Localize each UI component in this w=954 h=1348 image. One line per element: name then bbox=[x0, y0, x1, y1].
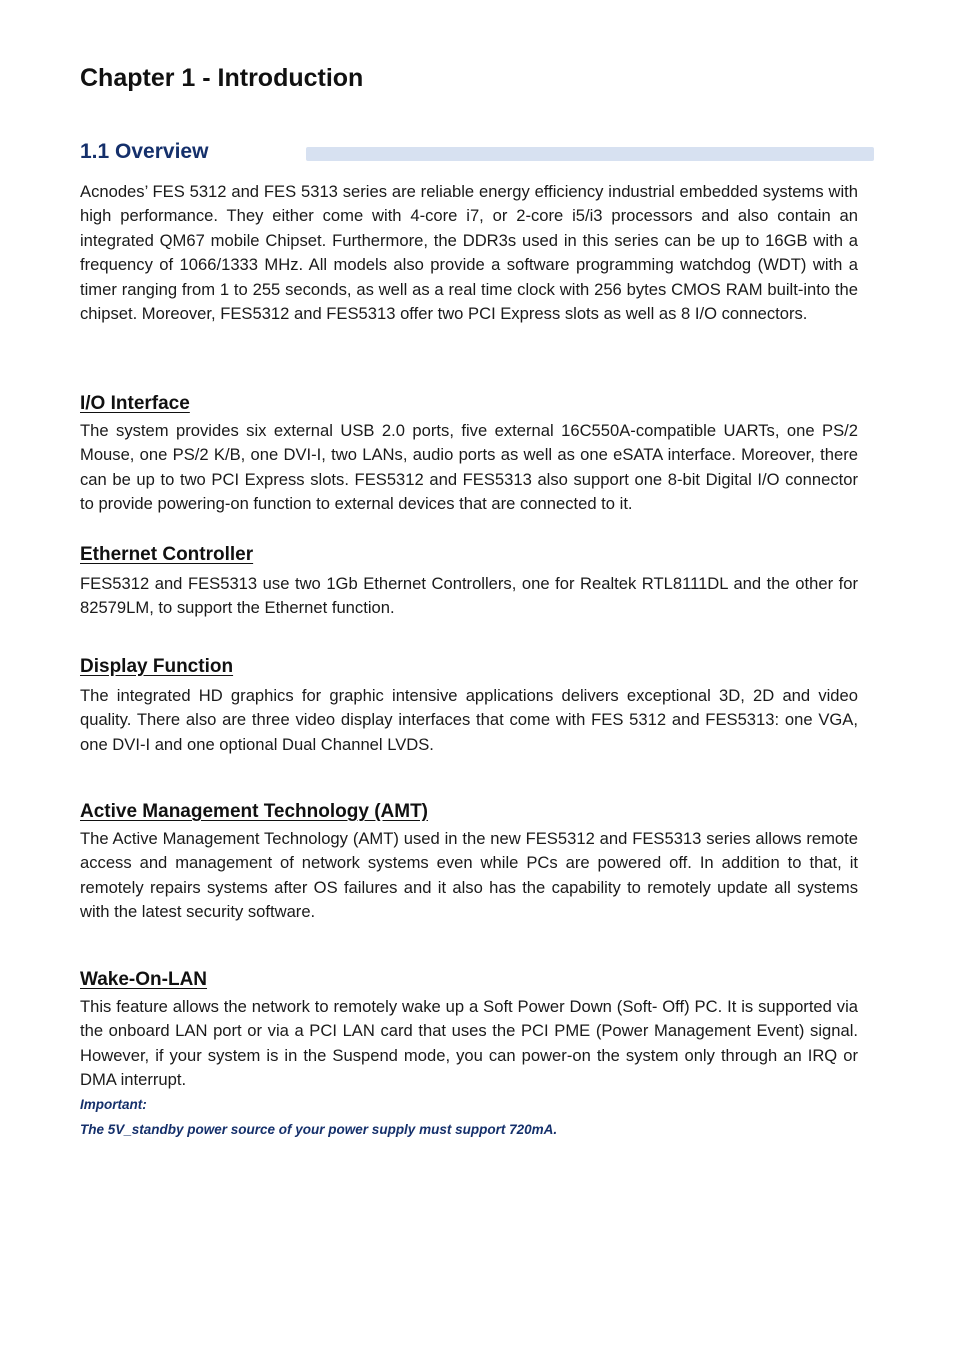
overview-paragraph: Acnodes’ FES 5312 and FES 5313 series are reliable energy efficiency industrial embedded systems with high performance. They either come with 4-core i7, or 2-core i5/i3 processors and also contain an integrated QM67 mobile Chipset. Furthermore, the DDR3s used in this series can be up to 16GB with a frequency of 1066/1333 MHz. All models also provide a software programming watchdog (WDT) with a timer ranging from 1 to 255 seconds, as well as a real time clock with 256 bytes CMOS RAM built-into the chipset. Moreover, FES5312 and FES5313 offer two PCI Express slots as well as 8 I/O connectors. bbox=[80, 182, 858, 324]
ethernet-controller-heading: Ethernet Controller bbox=[80, 544, 254, 565]
overview-section-header bbox=[80, 140, 874, 170]
amt-paragraph: The Active Management Technology (AMT) used in the new FES5312 and FES5313 series allows remote access and management of network systems even while PCs are powered off. In addition to that, it remotely repairs systems after OS failures and it also has the capability to remotely update all systems with the latest security software. bbox=[80, 829, 858, 922]
chapter-title: Chapter 1 - Introduction bbox=[80, 64, 364, 92]
amt-heading: Active Management Technology (AMT) bbox=[80, 801, 429, 822]
important-note-label: Important: bbox=[80, 1097, 147, 1112]
wake-on-lan-paragraph: This feature allows the network to remotely wake up a Soft Power Down (Soft- Off) PC. It is supported via the onboard LAN port or via a PCI LAN card that uses the PCI PME (Power Management Event) signal. However, if your system is in the Suspend mode, you can power-on the system only through an IRQ or DMA interrupt. bbox=[80, 997, 858, 1090]
ethernet-controller-paragraph: FES5312 and FES5313 use two 1Gb Ethernet Controllers, one for Realtek RTL8111DL and the other for 82579LM, to support the Ethernet function. bbox=[80, 574, 858, 618]
section-title-bar bbox=[306, 147, 874, 161]
important-note-text: The 5V_standby power source of your power supply must support 720mA. bbox=[80, 1122, 558, 1137]
wake-on-lan-heading: Wake-On-LAN bbox=[80, 969, 208, 990]
display-function-paragraph: The integrated HD graphics for graphic intensive applications delivers exceptional 3D, 2D and video quality. There also are three video display interfaces that come with FES 5312 and FES5313: one VGA, one DVI-I and one optional Dual Channel LVDS. bbox=[80, 686, 858, 754]
io-interface-paragraph: The system provides six external USB 2.0 ports, five external 16C550A-compatible UARTs, one PS/2 Mouse, one PS/2 K/B, one DVI-I, two LANs, audio ports as well as one eSATA interface. Moreover, there can be up to two PCI Express slots. FES5312 and FES5313 also support one 8-bit Digital I/O connector to provide powering-on function to external devices that are connected to it. bbox=[80, 421, 858, 514]
section-title: 1.1 Overview bbox=[80, 140, 209, 163]
io-interface-heading: I/O Interface bbox=[80, 393, 190, 414]
display-function-heading: Display Function bbox=[80, 656, 234, 677]
